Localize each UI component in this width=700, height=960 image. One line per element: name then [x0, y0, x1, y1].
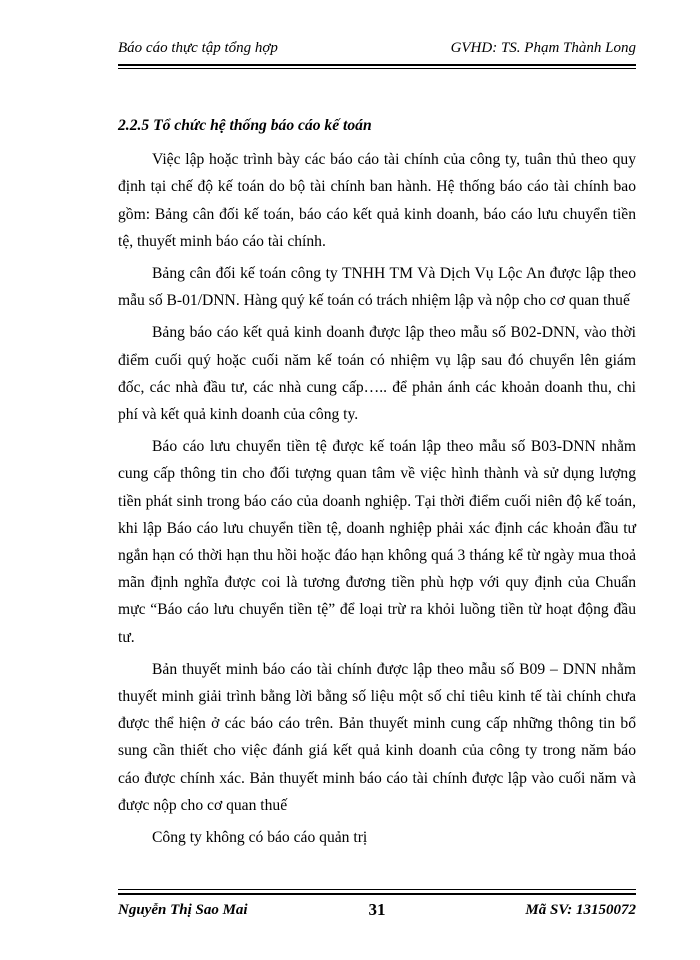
paragraph: Báo cáo lưu chuyển tiền tệ được kế toán lập theo mẫu số B03-DNN nhằm cung cấp thông tin cho đối tượng quan tâm về việc hình thành và sử dụng lượng tiền phát sinh trong báo cáo của doanh nghiệp. Tại thời điểm cuối niên độ kế toán, khi lập Báo cáo lưu chuyển tiền tệ, doanh nghiệp phải xác định các khoản đầu tư ngắn hạn có thời hạn thu hồi hoặc đáo hạn không quá 3 tháng kể từ ngày mua thoả mãn định nghĩa được coi là tương đương tiền phù hợp với quy định của Chuẩn mực “Báo cáo lưu chuyển tiền tệ” để loại trừ ra khỏi luồng tiền từ hoạt động đầu tư.	[118, 438, 636, 646]
section-heading: 2.2.5 Tổ chức hệ thống báo cáo kế toán	[118, 117, 372, 134]
paragraph: Bản thuyết minh báo cáo tài chính được lập theo mẫu số B09 – DNN nhằm thuyết minh giải trình bằng lời bằng số liệu một số chỉ tiêu kinh tế tài chính chưa được thể hiện ở các báo cáo trên. Bản thuyết minh cung cấp những thông tin bổ sung cần thiết cho việc đánh giá kết quả kinh doanh của công ty trong năm báo cáo được chính xác. Bản thuyết minh báo cáo tài chính được lập vào cuối năm và được nộp cho cơ quan thuế	[118, 660, 636, 814]
paragraph: Bảng báo cáo kết quả kinh doanh được lập theo mẫu số B02-DNN, vào thời điểm cuối quý hoặc cuối năm kế toán có nhiệm vụ lập sau đó chuyển lên giám đốc, các nhà đầu tư, các nhà cung cấp….. để phản ánh các khoản doanh thu, chi phí và kết quả kinh doanh của công ty.	[118, 324, 636, 424]
page-number: 31	[368, 900, 386, 919]
header-rule-thick	[118, 64, 636, 66]
paragraph: Công ty không có báo cáo quản trị	[152, 829, 368, 847]
footer-author: Nguyễn Thị Sao Mai	[118, 902, 248, 918]
header-title: Báo cáo thực tập tổng hợp	[118, 40, 278, 56]
paragraph: Bảng cân đối kế toán công ty TNHH TM Và Dịch Vụ Lộc An được lập theo mẫu số B-01/DNN. Hàng quý kế toán có trách nhiệm lập và nộp cho cơ quan thuế	[118, 265, 636, 310]
footer-rule-thick	[118, 893, 636, 895]
paragraph: Việc lập hoặc trình bày các báo cáo tài chính của công ty, tuân thủ theo quy định tại chế độ kế toán do bộ tài chính ban hành. Hệ thống báo cáo tài chính bao gồm: Bảng cân đối kế toán, báo cáo kết quả kinh doanh, báo cáo lưu chuyển tiền tệ, thuyết minh báo cáo tài chính.	[118, 151, 636, 250]
section-body	[118, 112, 636, 851]
header-rule-thin	[118, 68, 636, 69]
footer-student-id: Mã SV: 13150072	[525, 902, 636, 918]
page-footer	[118, 898, 636, 922]
page-header	[118, 36, 636, 62]
footer-rule-thin	[118, 889, 636, 890]
header-supervisor: GVHD: TS. Phạm Thành Long	[450, 40, 636, 56]
